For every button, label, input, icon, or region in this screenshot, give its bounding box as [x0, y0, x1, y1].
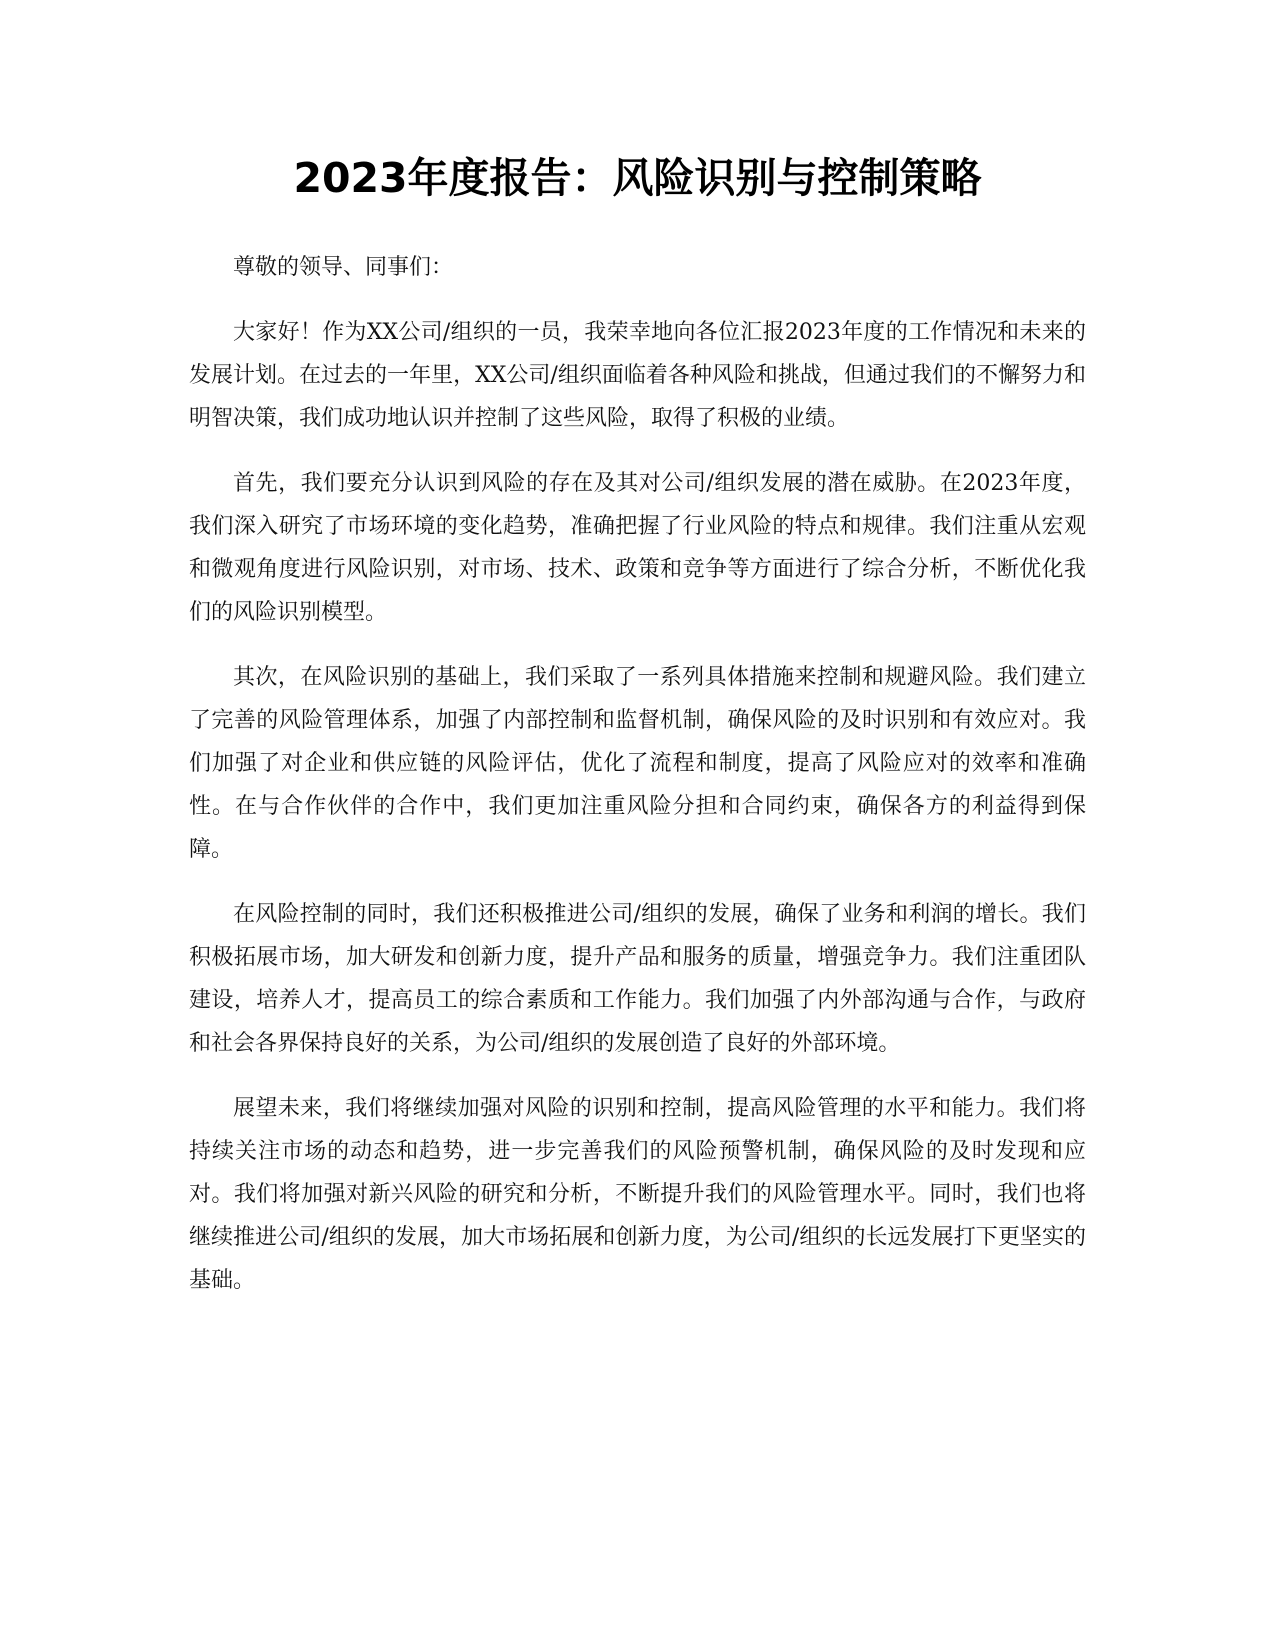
paragraph-outlook: 展望未来，我们将继续加强对风险的识别和控制，提高风险管理的水平和能力。我们将持续关注市场的动态和趋势，进一步完善我们的风险预警机制，确保风险的及时发现和应对。我们将加强对新兴风险的研究和分析，不断提升我们的风险管理水平。同时，我们也将继续推进公司/组织的发展，加大市场拓展和创新力度，为公司/组织的长远发展打下更坚实的基础。 — [189, 1096, 1086, 1293]
document-title: 2023年度报告：风险识别与控制策略 — [293, 154, 982, 202]
paragraph-intro: 大家好！作为XX公司/组织的一员，我荣幸地向各位汇报2023年度的工作情况和未来的发展计划。在过去的一年里，XX公司/组织面临着各种风险和挑战，但通过我们的不懈努力和明智决策，我们成功地认识并控制了这些风险，取得了积极的业绩。 — [189, 320, 1086, 431]
salutation: 尊敬的领导、同事们： — [233, 255, 454, 280]
document-body — [189, 246, 1086, 1324]
paragraph-development: 在风险控制的同时，我们还积极推进公司/组织的发展，确保了业务和利润的增长。我们积极拓展市场，加大研发和创新力度，提升产品和服务的质量，增强竞争力。我们注重团队建设，培养人才，提高员工的综合素质和工作能力。我们加强了内外部沟通与合作，与政府和社会各界保持良好的关系，为公司/组织的发展创造了良好的外部环境。 — [189, 902, 1086, 1056]
paragraph-risk-identification: 首先，我们要充分认识到风险的存在及其对公司/组织发展的潜在威胁。在2023年度，我们深入研究了市场环境的变化趋势，准确把握了行业风险的特点和规律。我们注重从宏观和微观角度进行风险识别，对市场、技术、政策和竞争等方面进行了综合分析，不断优化我们的风险识别模型。 — [189, 471, 1086, 625]
paragraph-risk-control: 其次，在风险识别的基础上，我们采取了一系列具体措施来控制和规避风险。我们建立了完善的风险管理体系，加强了内部控制和监督机制，确保风险的及时识别和有效应对。我们加强了对企业和供应链的风险评估，优化了流程和制度，提高了风险应对的效率和准确性。在与合作伙伴的合作中，我们更加注重风险分担和合同约束，确保各方的利益得到保障。 — [189, 665, 1086, 862]
